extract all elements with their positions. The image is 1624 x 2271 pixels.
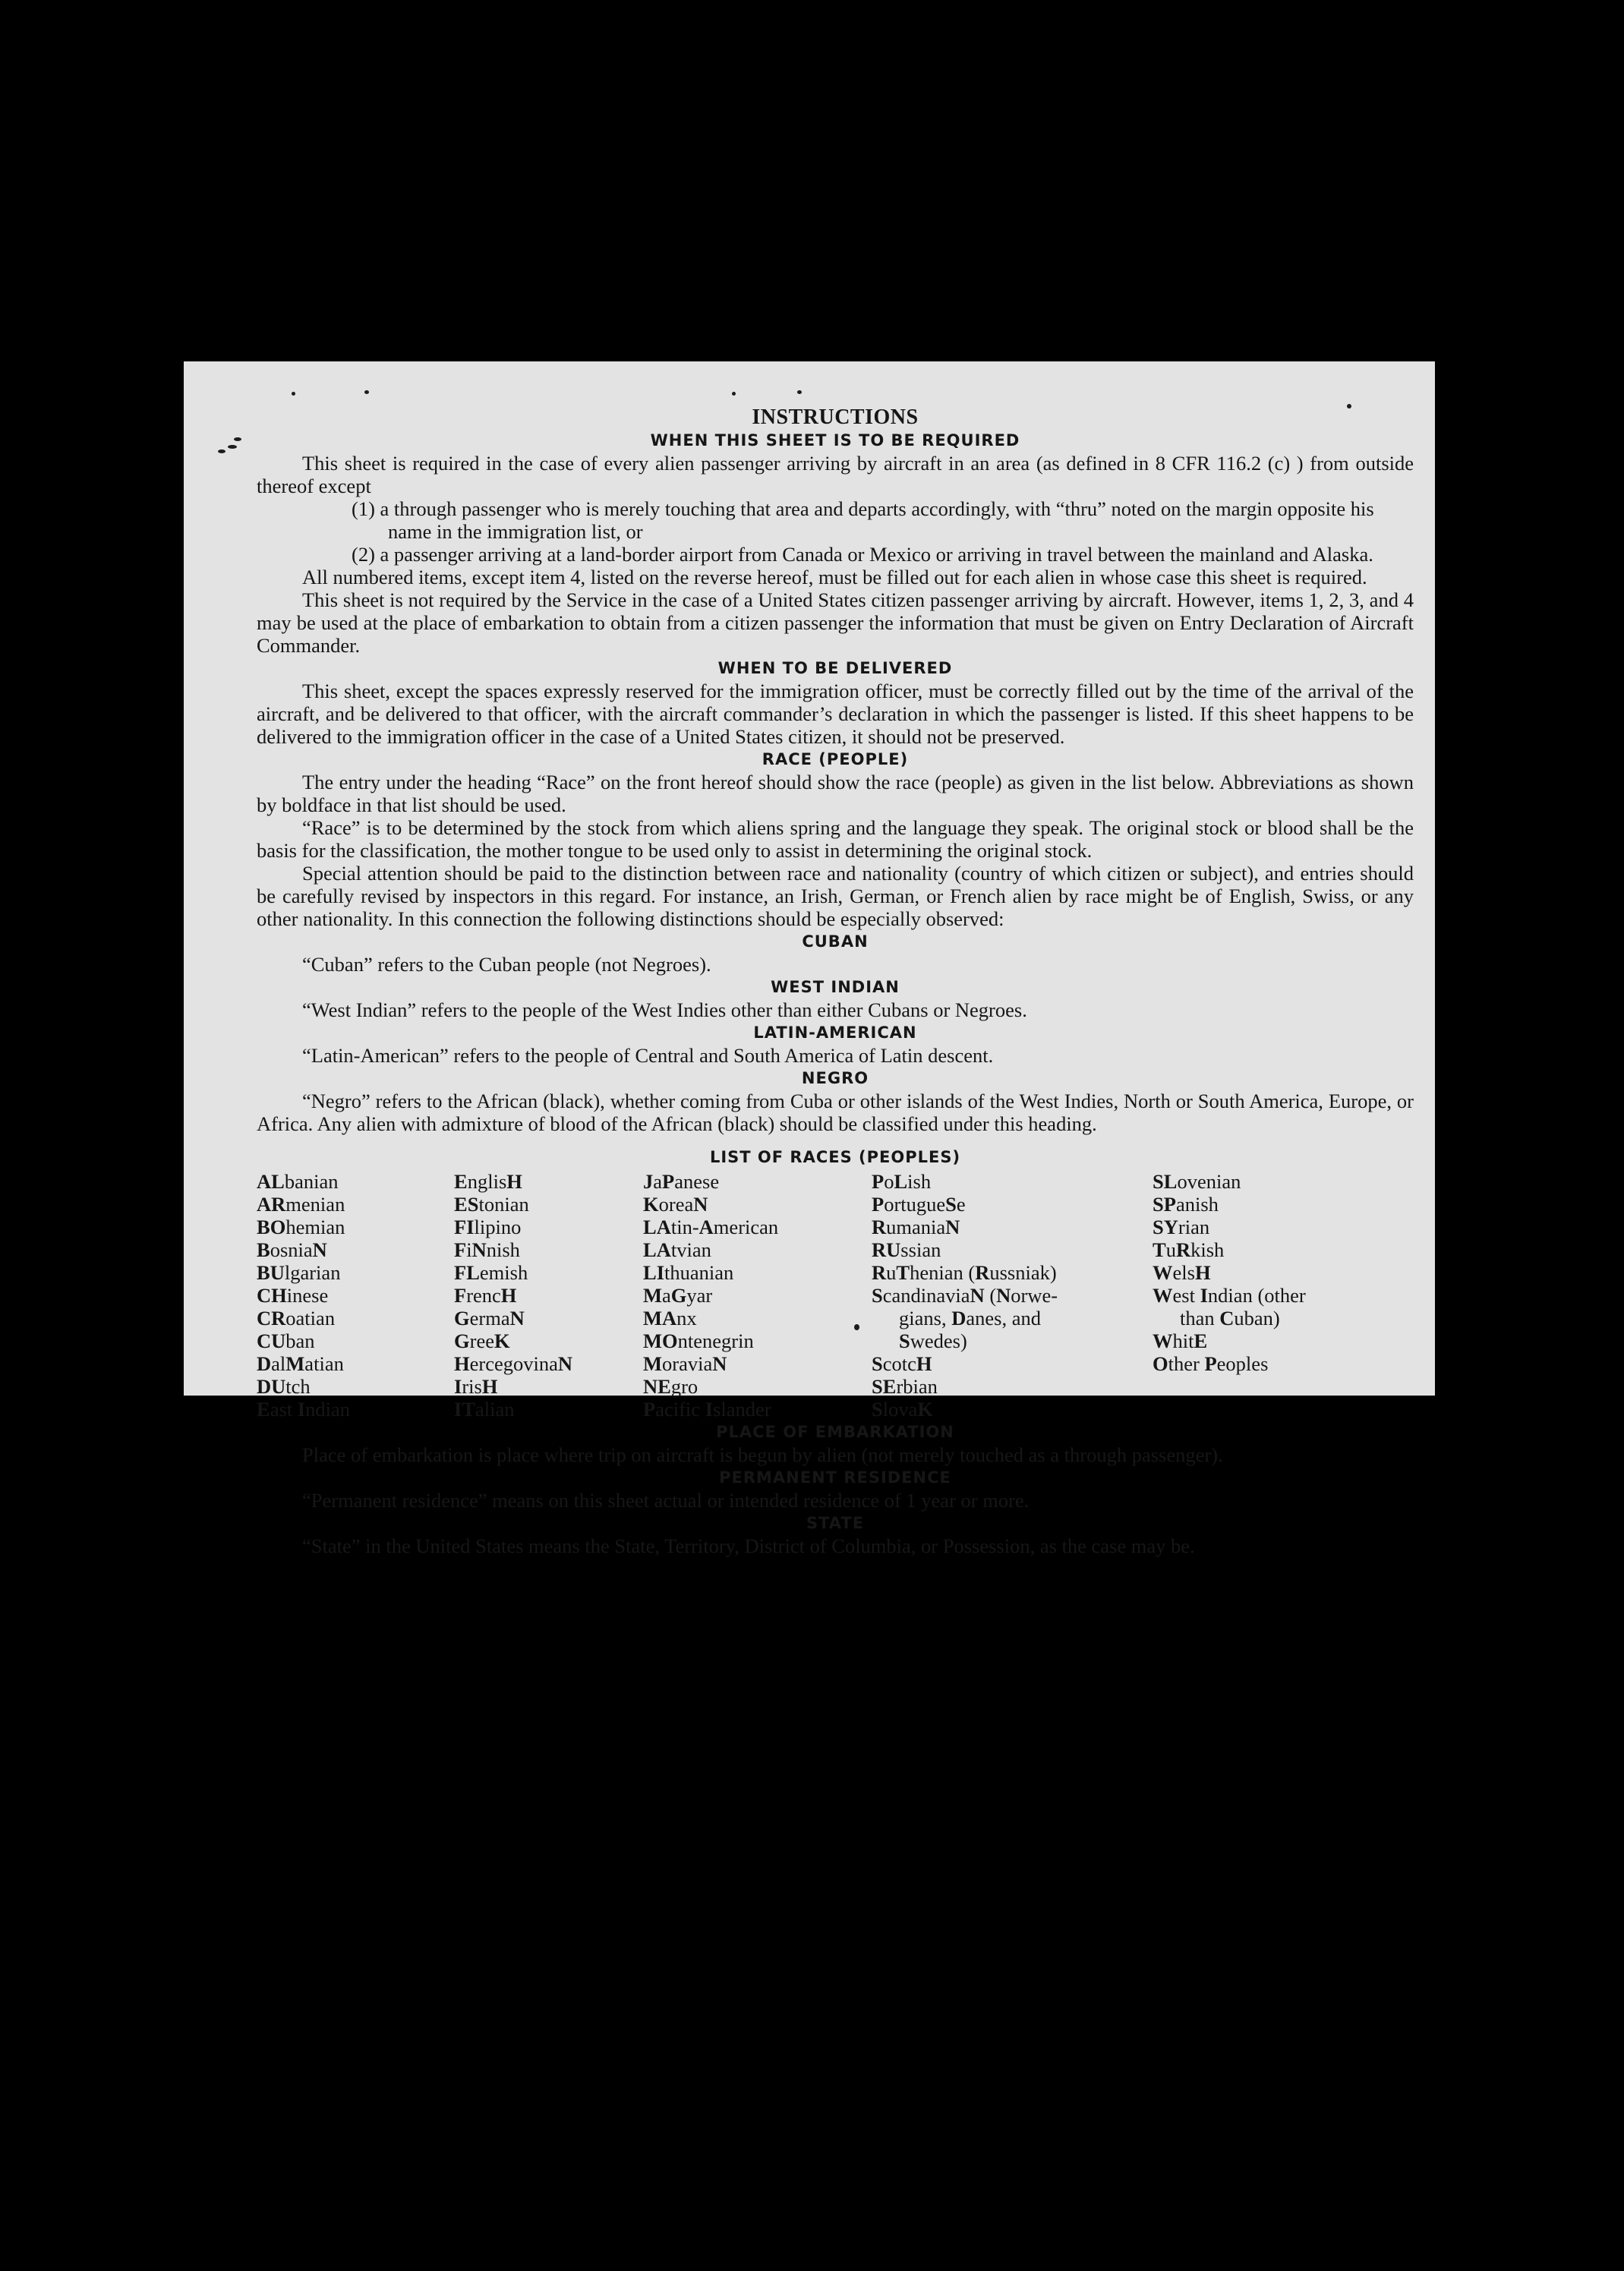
- race-entry: HercegovinaN: [454, 1352, 573, 1375]
- race-entry: GermaN: [454, 1307, 525, 1329]
- race-entry: than Cuban): [1180, 1307, 1280, 1329]
- race-entry: RumaniaN: [872, 1216, 960, 1238]
- race-entry: WhitE: [1153, 1329, 1208, 1352]
- race-entry: CUban: [257, 1329, 315, 1352]
- race-entry: WelsH: [1153, 1261, 1211, 1284]
- race-entry: East Indian: [257, 1398, 350, 1421]
- race-entry: ScotcH: [872, 1352, 932, 1375]
- race-entry: MOntenegrin: [643, 1329, 754, 1352]
- heading-race: RACE (PEOPLE): [762, 750, 909, 768]
- race-entry: LAtvian: [643, 1238, 711, 1261]
- heading-list-of-races: LIST OF RACES (PEOPLES): [709, 1148, 961, 1166]
- race-entry: TuRkish: [1153, 1238, 1225, 1261]
- race-entry: IrisH: [454, 1375, 498, 1398]
- race-entry: KoreaN: [643, 1193, 708, 1216]
- list-item: (2) a passenger arriving at a land-border airport from Canada or Mexico or arriving in travel between the mainland and Alaska.: [352, 543, 1373, 566]
- paragraph: Place of embarkation is place where trip on aircraft is begun by alien (not merely touched as a through passenger).: [302, 1443, 1223, 1466]
- race-entry: BUlgarian: [257, 1261, 341, 1284]
- race-entry: BosniaN: [257, 1238, 327, 1261]
- scan-speck: [234, 437, 241, 441]
- heading-west-indian: WEST INDIAN: [771, 978, 900, 996]
- race-entry: SlovaK: [872, 1398, 934, 1421]
- heading-when-delivered: WHEN TO BE DELIVERED: [717, 659, 953, 677]
- paragraph: Special attention should be paid to the distinction between race and nationality (country of which citizen or subject), and entries should be carefully revised by inspectors in this regard. For instance, an Irish, German, or French alien by race might be of English, Swiss, or any other nationality. In this connection the following distinctions should be especially observed:: [257, 862, 1414, 930]
- scan-speck: [797, 390, 802, 394]
- paragraph: “Permanent residence” means on this sheet actual or intended residence of 1 year or more.: [302, 1489, 1030, 1512]
- paragraph: This sheet is required in the case of every alien passenger arriving by aircraft in an area (as defined in 8 CFR 116.2 (c) ) from outside thereof except: [257, 452, 1414, 497]
- race-entry: FIlipino: [454, 1216, 522, 1238]
- race-entry: NEgro: [643, 1375, 698, 1398]
- race-entry: EnglisH: [454, 1170, 522, 1193]
- list-item: (1) a through passenger who is merely touching that area and departs accordingly, with “thru” noted on the margin opposite his name in the immigration list, or: [352, 497, 1374, 543]
- page-title: INSTRUCTIONS: [752, 405, 919, 429]
- heading-state: STATE: [806, 1514, 865, 1532]
- race-entry: RUssian: [872, 1238, 941, 1261]
- race-entry: DUtch: [257, 1375, 311, 1398]
- race-column: [643, 1170, 872, 1421]
- race-entry: FiNnish: [454, 1238, 520, 1261]
- race-entry: ITalian: [454, 1398, 515, 1421]
- paragraph: The entry under the heading “Race” on the front hereof should show the race (people) as given in the list below. Abbreviations as shown by boldface in that list should be used.: [257, 771, 1414, 816]
- race-entry: FLemish: [454, 1261, 528, 1284]
- race-entry: SErbian: [872, 1375, 938, 1398]
- heading-when-required: WHEN THIS SHEET IS TO BE REQUIRED: [650, 431, 1020, 449]
- race-column: [257, 1170, 454, 1421]
- race-entry: PortugueSe: [872, 1193, 966, 1216]
- scan-speck: [732, 392, 736, 396]
- heading-cuban: CUBAN: [802, 932, 869, 951]
- scan-speck: [292, 392, 295, 396]
- race-entry: CRoatian: [257, 1307, 336, 1329]
- race-entry: MoraviaN: [643, 1352, 727, 1375]
- heading-negro: NEGRO: [801, 1069, 869, 1087]
- heading-place-of-embarkation: PLACE OF EMBARKATION: [716, 1423, 954, 1441]
- scan-speck: [364, 390, 369, 394]
- race-entry: ARmenian: [257, 1193, 345, 1216]
- race-list: [257, 1170, 1414, 1421]
- race-entry: BOhemian: [257, 1216, 345, 1238]
- race-column: [454, 1170, 643, 1421]
- race-entry: Swedes): [899, 1329, 967, 1352]
- race-entry: MAnx: [643, 1307, 697, 1329]
- race-entry: EStonian: [454, 1193, 529, 1216]
- race-entry: ScandinaviaN (Norwe-: [872, 1284, 1058, 1307]
- paragraph: “West Indian” refers to the people of the West Indies other than either Cubans or Negroes.: [302, 998, 1027, 1021]
- scan-speck: [854, 1324, 859, 1330]
- paragraph: All numbered items, except item 4, listed on the reverse hereof, must be filled out for each alien in whose case this sheet is required.: [302, 566, 1367, 588]
- race-entry: gians, Danes, and: [899, 1307, 1041, 1329]
- race-entry: GreeK: [454, 1329, 510, 1352]
- race-entry: JaPanese: [643, 1170, 720, 1193]
- race-entry: West Indian (other: [1153, 1284, 1306, 1307]
- scan-speck: [218, 449, 225, 453]
- paragraph: “Negro” refers to the African (black), whether coming from Cuba or other islands of the West Indies, North or South America, Europe, or Africa. Any alien with admixture of blood of the African (black) should be classified under this heading.: [257, 1090, 1414, 1135]
- paragraph: “Latin-American” refers to the people of Central and South America of Latin descent.: [302, 1044, 994, 1067]
- race-entry: LIthuanian: [643, 1261, 734, 1284]
- paragraph: “Cuban” refers to the Cuban people (not Negroes).: [302, 953, 711, 976]
- race-entry: SPanish: [1153, 1193, 1219, 1216]
- race-entry: SLovenian: [1153, 1170, 1241, 1193]
- scan-speck: [228, 445, 237, 449]
- race-entry: MaGyar: [643, 1284, 713, 1307]
- paragraph: “Race” is to be determined by the stock from which aliens spring and the language they speak. The original stock or blood shall be the basis for the classification, the mother tongue to be used only to assist in determining the original stock.: [257, 816, 1414, 862]
- race-entry: CHinese: [257, 1284, 329, 1307]
- race-entry: DalMatian: [257, 1352, 344, 1375]
- race-entry: Pacific Islander: [643, 1398, 771, 1421]
- race-entry: SYrian: [1153, 1216, 1210, 1238]
- paragraph: This sheet, except the spaces expressly reserved for the immigration officer, must be correctly filled out by the time of the arrival of the aircraft, and be delivered to that officer, with the aircraft commander’s declaration in which the passenger is listed. If this sheet happens to be delivered to the immigration officer in the case of a United States citizen, it should not be preserved.: [257, 680, 1414, 748]
- heading-latin-american: LATIN-AMERICAN: [753, 1024, 917, 1042]
- scan-speck: [1347, 404, 1351, 408]
- race-entry: LAtin-American: [643, 1216, 779, 1238]
- race-entry: ALbanian: [257, 1170, 339, 1193]
- heading-permanent-residence: PERMANENT RESIDENCE: [719, 1468, 951, 1487]
- race-column: [872, 1170, 1153, 1421]
- race-entry: RuThenian (Russniak): [872, 1261, 1057, 1284]
- race-entry: PoLish: [872, 1170, 932, 1193]
- paragraph: This sheet is not required by the Service in the case of a United States citizen passenger arriving by aircraft. However, items 1, 2, 3, and 4 may be used at the place of embarkation to obtain from a citizen passenger the information that must be given on Entry Declaration of Aircraft Commander.: [257, 588, 1414, 657]
- race-entry: Other Peoples: [1153, 1352, 1269, 1375]
- instruction-sheet: [184, 361, 1435, 1557]
- race-column: [1153, 1170, 1373, 1421]
- race-entry: FrencH: [454, 1284, 517, 1307]
- paragraph: “State” in the United States means the State, Territory, District of Columbia, or Possession, as the case may be.: [302, 1535, 1195, 1557]
